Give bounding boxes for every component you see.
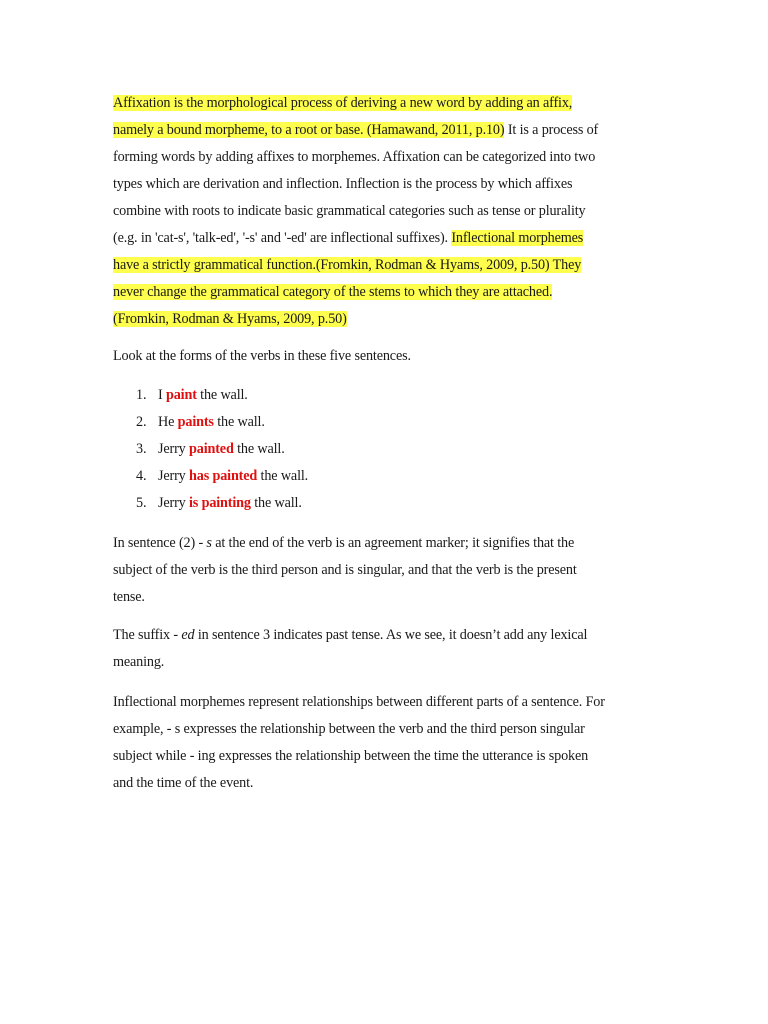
- list-item: 3. Jerry painted the wall.: [136, 441, 285, 457]
- list-item: 2. He paints the wall.: [136, 414, 265, 430]
- list-item: 5. Jerry is painting the wall.: [136, 495, 302, 511]
- highlighted-text: (Fromkin, Rodman & Hyams, 2009, p.50): [113, 311, 347, 327]
- highlighted-text: namely a bound morpheme, to a root or base. (Hamawand, 2011, p.10): [113, 122, 505, 138]
- paragraph-suffix-ed: The suffix - ed in sentence 3 indicates past tense. As we see, it doesn’t add any lexical meaning.: [113, 627, 588, 670]
- highlighted-text: Inflectional morphemes: [451, 230, 584, 246]
- verb-highlight: painted: [189, 441, 234, 457]
- highlighted-text: Affixation is the morphological process of deriving a new word by adding an affix,: [113, 95, 573, 111]
- highlighted-text: never change the grammatical category of the stems to which they are attached.: [113, 284, 553, 300]
- paragraph-affixation: Affixation is the morphological process of deriving a new word by adding an affix, namely a bound morpheme, to a root or base. (Hamawand, 2011, p.10) It is a process of forming words by adding affixes to morphemes. Affixation can be categorized into two types which are derivation and inflection. Inflection is the process by which affixes combine with roots to indicate basic grammatical categories such as tense or plurality (e.g. in 'cat-s', 'talk-ed', '-s' and '-ed' are inflectional suffixes). Inflectional morphemes have a strictly grammatical function.(Fromkin, Rodman & Hyams, 2009, p.50) They never change the grammatical category of the stems to which they are attached. (Fromkin, Rodman & Hyams, 2009, p.50): [113, 95, 599, 327]
- list-item: 4. Jerry has painted the wall.: [136, 468, 309, 484]
- sentence-list: [136, 382, 308, 517]
- verb-highlight: paint: [165, 387, 197, 403]
- paragraph-agreement: In sentence (2) - s at the end of the verb is an agreement marker; it signifies that the subject of the verb is the third person and is singular, and that the verb is the present tense.: [113, 535, 577, 605]
- paragraph-intro: Look at the forms of the verbs in these five sentences.: [113, 348, 411, 364]
- paragraph-relationships: Inflectional morphemes represent relationships between different parts of a sentence. For example, - s expresses the relationship between the verb and the third person singular subject while - ing expresses the relationship between the time the utterance is spoken and the time of the event.: [113, 694, 605, 791]
- highlighted-text: have a strictly grammatical function.(Fromkin, Rodman & Hyams, 2009, p.50) They: [113, 257, 582, 273]
- verb-highlight: has painted: [189, 468, 258, 484]
- verb-highlight: is painting: [189, 495, 251, 511]
- list-item: 1. I paint the wall.: [136, 387, 248, 403]
- verb-highlight: paints: [177, 414, 214, 430]
